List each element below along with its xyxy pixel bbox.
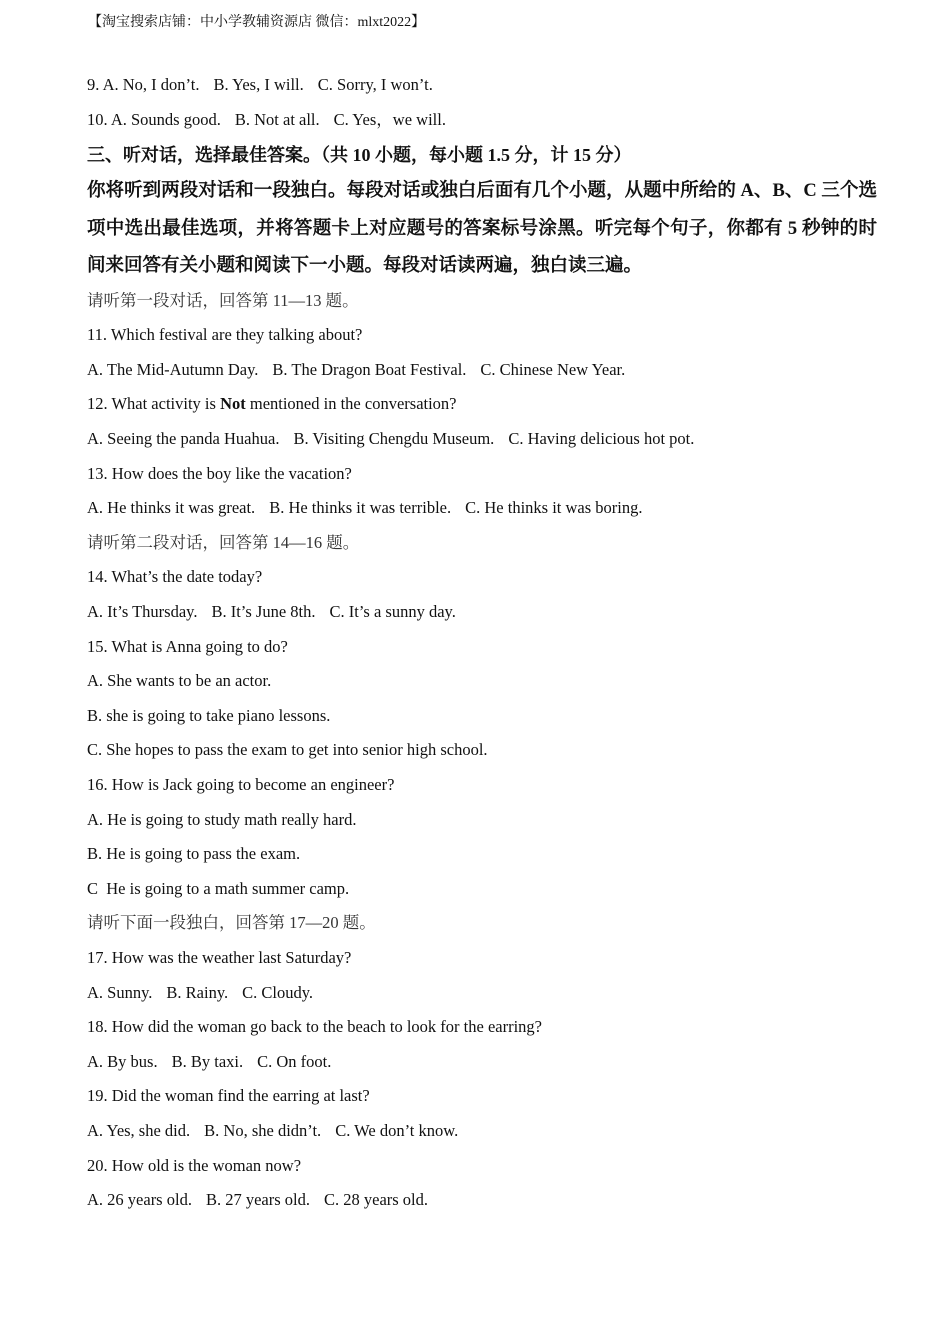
option-c: C. We don’t know. bbox=[335, 1120, 459, 1140]
question-15-option-c: C. She hopes to pass the exam to get into senior high school. bbox=[87, 740, 488, 760]
question-14-stem: 14. What’s the date today? bbox=[87, 567, 263, 587]
option-c: C. Having delicious hot pot. bbox=[508, 429, 695, 449]
question-18-options bbox=[87, 1045, 877, 1080]
option-b: B. 27 years old. bbox=[205, 1190, 310, 1210]
question-16-option-b: B. He is going to pass the exam. bbox=[87, 844, 301, 864]
question-15-option-a: A. She wants to be an actor. bbox=[87, 671, 272, 691]
question-17-stem: 17. How was the weather last Saturday? bbox=[87, 947, 352, 967]
option-a: A. 26 years old. bbox=[87, 1190, 192, 1210]
section-three-title: 三、听对话，选择最佳答案。（共 10 小题，每小题 1.5 分，计 15 分） bbox=[87, 145, 632, 166]
question-13-stem: 13. How does the boy like the vacation? bbox=[87, 463, 352, 483]
question-13-options bbox=[87, 491, 877, 526]
question-12-options bbox=[87, 422, 877, 457]
option-b: B. No, she didn’t. bbox=[204, 1120, 322, 1140]
question-16-option-c: C He is going to a math summer camp. bbox=[87, 878, 350, 898]
option-b: B. Yes, I will. bbox=[213, 75, 304, 94]
question-20-stem: 20. How old is the woman now? bbox=[87, 1155, 302, 1175]
option-c: C. Chinese New Year. bbox=[480, 359, 626, 379]
question-11-stem: 11. Which festival are they talking about? bbox=[87, 325, 363, 345]
option-c: C. It’s a sunny day. bbox=[329, 602, 456, 622]
header-note: 【淘宝搜索店铺：中小学教辅资源店 微信：mlxt2022】 bbox=[88, 15, 426, 30]
option-a: 9. A. No, I don’t. bbox=[87, 75, 200, 94]
option-b: B. It’s June 8th. bbox=[211, 602, 316, 622]
question-11-options bbox=[87, 353, 877, 388]
question-9-options bbox=[87, 68, 877, 103]
question-19-options bbox=[87, 1114, 877, 1149]
option-a: A. Sunny. bbox=[87, 982, 153, 1002]
dialog-2-prompt: 请听第二段对话，回答第 14—16 题。 bbox=[87, 532, 360, 552]
monologue-prompt: 请听下面一段独白，回答第 17—20 题。 bbox=[87, 913, 376, 933]
option-a: A. Yes, she did. bbox=[87, 1120, 191, 1140]
question-19-stem: 19. Did the woman find the earring at last? bbox=[87, 1086, 370, 1106]
option-b: B. Visiting Chengdu Museum. bbox=[293, 429, 495, 449]
option-a: A. He thinks it was great. bbox=[87, 498, 256, 518]
question-20-options bbox=[87, 1183, 877, 1218]
option-a: A. Seeing the panda Huahua. bbox=[87, 429, 280, 449]
option-a: 10. A. Sounds good. bbox=[87, 109, 221, 129]
option-c: C. Cloudy. bbox=[242, 982, 314, 1002]
question-14-options bbox=[87, 595, 877, 630]
option-b: B. He thinks it was terrible. bbox=[269, 498, 452, 518]
dialog-1-prompt: 请听第一段对话，回答第 11—13 题。 bbox=[87, 290, 359, 310]
question-15-option-b: B. she is going to take piano lessons. bbox=[87, 705, 331, 725]
option-b: B. Not at all. bbox=[234, 109, 320, 129]
section-three-instructions: 你将听到两段对话和一段独白。每段对话或独白后面有几个小题，从题中所给的 A、B、C 三个选项中选出最佳选项，并将答题卡上对应题号的答案标号涂黑。听完每个句子，你都有 5 秒钟的时间来回答有关小题和阅读下一小题。每段对话读两遍，独白读三遍。 bbox=[87, 181, 877, 277]
question-16-option-a: A. He is going to study math really hard. bbox=[87, 809, 357, 829]
question-17-options bbox=[87, 976, 877, 1011]
option-c: C. 28 years old. bbox=[323, 1190, 429, 1210]
option-a: A. By bus. bbox=[87, 1051, 158, 1071]
option-c: C. On foot. bbox=[257, 1051, 332, 1071]
question-16-stem: 16. How is Jack going to become an engineer? bbox=[87, 775, 395, 794]
question-12-stem: 12. What activity is Not mentioned in the conversation? bbox=[87, 394, 457, 414]
option-b: B. By taxi. bbox=[171, 1051, 244, 1071]
option-c: C. Yes，we will. bbox=[333, 109, 446, 129]
question-10-options bbox=[87, 103, 877, 138]
emphasis-not: Not bbox=[220, 394, 246, 414]
option-b: B. The Dragon Boat Festival. bbox=[272, 359, 467, 379]
question-18-stem: 18. How did the woman go back to the beach to look for the earring? bbox=[87, 1017, 542, 1037]
option-a: A. It’s Thursday. bbox=[87, 602, 198, 622]
question-15-stem: 15. What is Anna going to do? bbox=[87, 636, 288, 656]
listening-section bbox=[87, 68, 877, 1218]
option-c: C. Sorry, I won’t. bbox=[317, 75, 433, 94]
option-c: C. He thinks it was boring. bbox=[465, 498, 643, 518]
option-b: B. Rainy. bbox=[166, 982, 229, 1002]
option-a: A. The Mid-Autumn Day. bbox=[87, 359, 259, 379]
